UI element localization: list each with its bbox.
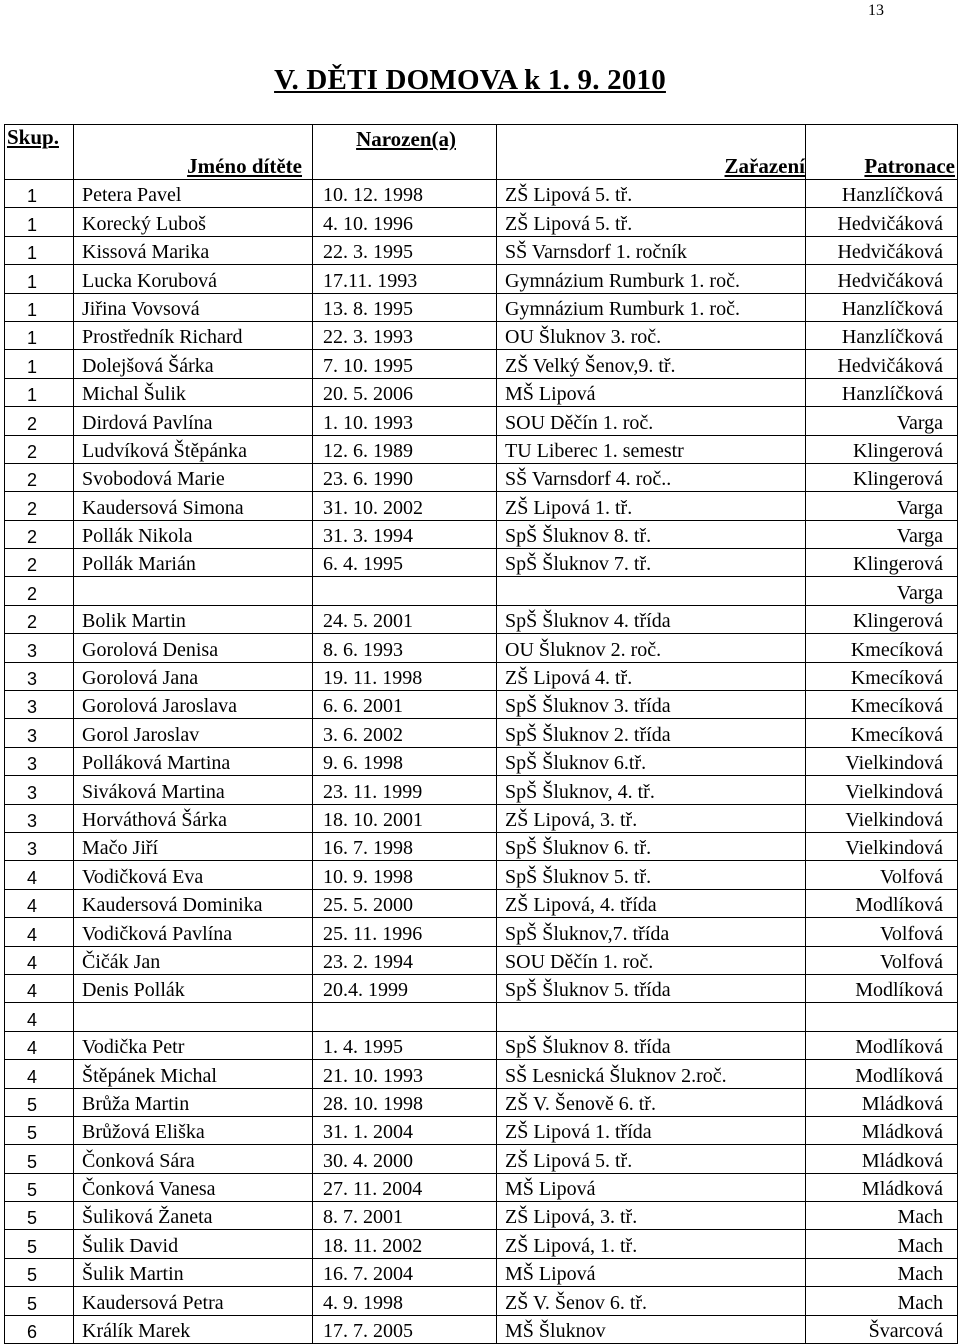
cell-group: 2 [5,577,74,605]
header-patron: Patronace [806,125,958,180]
cell-born: 22. 3. 1995 [313,236,497,264]
cell-placement: ZŠ Lipová 5. tř. [497,1145,806,1173]
cell-placement [497,577,806,605]
cell-placement [497,1003,806,1031]
cell-placement: ZŠ Lipová, 4. třída [497,889,806,917]
cell-group: 1 [5,265,74,293]
cell-group: 5 [5,1287,74,1315]
cell-patron: Mach [806,1287,958,1315]
cell-patron: Vielkindová [806,804,958,832]
cell-name: Svobodová Marie [74,463,313,491]
cell-patron: Hanzlíčková [806,180,958,208]
cell-name: Šulik David [74,1230,313,1258]
cell-born [313,577,497,605]
table-row [5,520,958,548]
cell-born: 12. 6. 1989 [313,435,497,463]
cell-name: Čonková Vanesa [74,1173,313,1201]
cell-born: 4. 9. 1998 [313,1287,497,1315]
table-row [5,378,958,406]
table-row [5,1287,958,1315]
cell-group: 1 [5,208,74,236]
page-title [0,64,940,97]
cell-patron: Klingerová [806,549,958,577]
cell-patron: Kmecíková [806,662,958,690]
cell-born: 27. 11. 2004 [313,1173,497,1201]
cell-group: 5 [5,1202,74,1230]
cell-patron: Modlíková [806,1060,958,1088]
cell-group: 2 [5,435,74,463]
cell-name: Gorolová Denisa [74,634,313,662]
cell-placement: SpŠ Šluknov 2. třída [497,719,806,747]
cell-group: 5 [5,1173,74,1201]
cell-name: Horváthová Šárka [74,804,313,832]
cell-patron: Mach [806,1202,958,1230]
cell-placement: SŠ Varnsdorf 1. ročník [497,236,806,264]
cell-name: Šulik Martin [74,1258,313,1286]
cell-born: 16. 7. 1998 [313,832,497,860]
table-row [5,1202,958,1230]
cell-name: Kaudersová Dominika [74,889,313,917]
cell-born: 9. 6. 1998 [313,747,497,775]
cell-group: 3 [5,691,74,719]
table-row [5,180,958,208]
cell-placement: SpŠ Šluknov 5. tř. [497,861,806,889]
cell-name: Kissová Marika [74,236,313,264]
cell-group: 2 [5,463,74,491]
table-row [5,321,958,349]
cell-patron: Klingerová [806,463,958,491]
cell-placement: MŠ Lipová [497,1173,806,1201]
cell-placement: ZŠ Lipová, 3. tř. [497,1202,806,1230]
cell-placement: ZŠ Lipová 5. tř. [497,208,806,236]
cell-patron [806,1003,958,1031]
cell-name: Vodičková Pavlína [74,918,313,946]
cell-born: 17. 7. 2005 [313,1315,497,1343]
cell-born: 13. 8. 1995 [313,293,497,321]
cell-patron: Volfová [806,861,958,889]
cell-name: Gorol Jaroslav [74,719,313,747]
cell-name: Čičák Jan [74,946,313,974]
cell-patron: Varga [806,492,958,520]
cell-name: Čonková Sára [74,1145,313,1173]
cell-placement: TU Liberec 1. semestr [497,435,806,463]
table-row [5,832,958,860]
cell-patron: Mach [806,1230,958,1258]
cell-group: 1 [5,180,74,208]
cell-name [74,1003,313,1031]
cell-placement: ZŠ Lipová 1. třída [497,1116,806,1144]
cell-name: Polláková Martina [74,747,313,775]
cell-patron: Hanzlíčková [806,321,958,349]
cell-placement: MŠ Šluknov [497,1315,806,1343]
cell-group: 4 [5,1031,74,1059]
cell-group: 1 [5,321,74,349]
cell-born: 10. 12. 1998 [313,180,497,208]
cell-group: 3 [5,634,74,662]
cell-group: 3 [5,662,74,690]
cell-group: 5 [5,1116,74,1144]
cell-group: 1 [5,293,74,321]
cell-group: 5 [5,1230,74,1258]
table-row [5,804,958,832]
cell-patron: Mach [806,1258,958,1286]
table-row [5,1031,958,1059]
cell-born: 28. 10. 1998 [313,1088,497,1116]
cell-name: Gorolová Jana [74,662,313,690]
cell-group: 2 [5,605,74,633]
cell-born: 23. 11. 1999 [313,776,497,804]
cell-patron: Varga [806,520,958,548]
cell-placement: SpŠ Šluknov 6.tř. [497,747,806,775]
cell-name [74,577,313,605]
cell-name: Králík Marek [74,1315,313,1343]
header-group: Skup. [5,125,74,180]
table-row [5,407,958,435]
header-placement: Zařazení [497,125,806,180]
cell-patron: Klingerová [806,605,958,633]
cell-name: Pollák Nikola [74,520,313,548]
cell-name: Mačo Jiří [74,832,313,860]
cell-patron: Volfová [806,946,958,974]
cell-name: Ludvíková Štěpánka [74,435,313,463]
table-row [5,1258,958,1286]
table-row [5,1315,958,1343]
table-row [5,634,958,662]
cell-born: 20.4. 1999 [313,974,497,1002]
cell-group: 4 [5,889,74,917]
cell-group: 2 [5,549,74,577]
table-row [5,463,958,491]
cell-placement: ZŠ Velký Šenov,9. tř. [497,350,806,378]
cell-group: 4 [5,861,74,889]
table-row [5,1145,958,1173]
cell-born: 20. 5. 2006 [313,378,497,406]
cell-patron: Klingerová [806,435,958,463]
cell-patron: Mládková [806,1145,958,1173]
cell-born: 30. 4. 2000 [313,1145,497,1173]
table-row [5,293,958,321]
cell-placement: ZŠ V. Šenově 6. tř. [497,1088,806,1116]
cell-placement: MŠ Lipová [497,378,806,406]
cell-patron: Hedvičáková [806,350,958,378]
cell-born: 6. 6. 2001 [313,691,497,719]
cell-born: 3. 6. 2002 [313,719,497,747]
cell-name: Štěpánek Michal [74,1060,313,1088]
cell-patron: Hanzlíčková [806,293,958,321]
table-row [5,549,958,577]
cell-patron: Hedvičáková [806,208,958,236]
cell-name: Vodička Petr [74,1031,313,1059]
table-row [5,1003,958,1031]
table-row [5,776,958,804]
cell-patron: Vielkindová [806,747,958,775]
cell-born: 8. 6. 1993 [313,634,497,662]
cell-group: 2 [5,407,74,435]
cell-born: 22. 3. 1993 [313,321,497,349]
cell-group: 1 [5,236,74,264]
cell-placement: SOU Děčín 1. roč. [497,946,806,974]
cell-group: 3 [5,804,74,832]
cell-born: 16. 7. 2004 [313,1258,497,1286]
cell-placement: Gymnázium Rumburk 1. roč. [497,293,806,321]
cell-born: 17.11. 1993 [313,265,497,293]
cell-placement: SpŠ Šluknov 7. tř. [497,549,806,577]
cell-born: 7. 10. 1995 [313,350,497,378]
cell-patron: Kmecíková [806,691,958,719]
cell-group: 5 [5,1258,74,1286]
table-row [5,1116,958,1144]
table-row [5,350,958,378]
table-row [5,1060,958,1088]
cell-placement: ZŠ Lipová 4. tř. [497,662,806,690]
cell-born: 18. 10. 2001 [313,804,497,832]
cell-name: Pollák Marián [74,549,313,577]
cell-placement: MŠ Lipová [497,1258,806,1286]
cell-placement: SpŠ Šluknov, 4. tř. [497,776,806,804]
cell-patron: Mládková [806,1088,958,1116]
cell-born: 31. 10. 2002 [313,492,497,520]
cell-group: 3 [5,832,74,860]
cell-born: 25. 11. 1996 [313,918,497,946]
cell-group: 4 [5,1060,74,1088]
cell-born: 6. 4. 1995 [313,549,497,577]
cell-patron: Varga [806,407,958,435]
cell-group: 5 [5,1088,74,1116]
cell-group: 1 [5,378,74,406]
table-row [5,918,958,946]
page-title-text: V. DĚTI DOMOVA k 1. 9. 2010 [274,64,666,96]
cell-name: Dolejšová Šárka [74,350,313,378]
cell-name: Lucka Korubová [74,265,313,293]
cell-patron: Volfová [806,918,958,946]
table-row [5,889,958,917]
cell-born: 10. 9. 1998 [313,861,497,889]
cell-born [313,1003,497,1031]
table-row [5,974,958,1002]
table-row [5,236,958,264]
cell-patron: Kmecíková [806,634,958,662]
cell-patron: Kmecíková [806,719,958,747]
cell-placement: SpŠ Šluknov 5. třída [497,974,806,1002]
table-row [5,1230,958,1258]
table-row [5,1088,958,1116]
table-row [5,605,958,633]
table-row [5,719,958,747]
cell-placement: SŠ Lesnická Šluknov 2.roč. [497,1060,806,1088]
table-header-row [5,125,958,180]
cell-name: Bolik Martin [74,605,313,633]
cell-born: 31. 3. 1994 [313,520,497,548]
cell-group: 2 [5,520,74,548]
cell-patron: Vielkindová [806,776,958,804]
cell-placement: SpŠ Šluknov,7. třída [497,918,806,946]
cell-name: Brůžová Eliška [74,1116,313,1144]
cell-group: 3 [5,719,74,747]
header-born: Narozen(a) [313,125,497,180]
cell-born: 31. 1. 2004 [313,1116,497,1144]
cell-group: 2 [5,492,74,520]
cell-born: 24. 5. 2001 [313,605,497,633]
children-table [4,124,958,1344]
cell-placement: SpŠ Šluknov 6. tř. [497,832,806,860]
cell-name: Petera Pavel [74,180,313,208]
cell-placement: ZŠ V. Šenov 6. tř. [497,1287,806,1315]
cell-name: Denis Pollák [74,974,313,1002]
cell-name: Gorolová Jaroslava [74,691,313,719]
cell-born: 4. 10. 1996 [313,208,497,236]
cell-name: Vodičková Eva [74,861,313,889]
table-row [5,662,958,690]
table-row [5,1173,958,1201]
table-row [5,435,958,463]
header-name: Jméno dítěte [74,125,313,180]
cell-patron: Mládková [806,1116,958,1144]
cell-patron: Hedvičáková [806,265,958,293]
table-row [5,691,958,719]
table-row [5,265,958,293]
cell-patron: Vielkindová [806,832,958,860]
cell-placement: SŠ Varnsdorf 4. roč.. [497,463,806,491]
cell-born: 23. 6. 1990 [313,463,497,491]
cell-name: Kaudersová Petra [74,1287,313,1315]
cell-name: Prostředník Richard [74,321,313,349]
cell-born: 18. 11. 2002 [313,1230,497,1258]
cell-patron: Modlíková [806,889,958,917]
table-row [5,492,958,520]
cell-placement: OU Šluknov 2. roč. [497,634,806,662]
cell-name: Šuliková Žaneta [74,1202,313,1230]
cell-born: 1. 4. 1995 [313,1031,497,1059]
cell-group: 4 [5,918,74,946]
cell-born: 21. 10. 1993 [313,1060,497,1088]
cell-placement: SpŠ Šluknov 3. třída [497,691,806,719]
cell-patron: Hanzlíčková [806,378,958,406]
cell-placement: SOU Děčín 1. roč. [497,407,806,435]
cell-name: Dirdová Pavlína [74,407,313,435]
cell-group: 4 [5,1003,74,1031]
cell-placement: ZŠ Lipová 1. tř. [497,492,806,520]
cell-name: Korecký Luboš [74,208,313,236]
cell-placement: ZŠ Lipová 5. tř. [497,180,806,208]
cell-placement: SpŠ Šluknov 8. třída [497,1031,806,1059]
cell-born: 19. 11. 1998 [313,662,497,690]
cell-born: 25. 5. 2000 [313,889,497,917]
cell-group: 3 [5,747,74,775]
table-row [5,946,958,974]
cell-born: 8. 7. 2001 [313,1202,497,1230]
cell-patron: Modlíková [806,1031,958,1059]
cell-group: 1 [5,350,74,378]
cell-name: Kaudersová Simona [74,492,313,520]
cell-patron: Varga [806,577,958,605]
cell-born: 1. 10. 1993 [313,407,497,435]
cell-placement: ZŠ Lipová, 3. tř. [497,804,806,832]
cell-group: 3 [5,776,74,804]
cell-group: 4 [5,974,74,1002]
cell-placement: SpŠ Šluknov 4. třída [497,605,806,633]
cell-born: 23. 2. 1994 [313,946,497,974]
cell-placement: SpŠ Šluknov 8. tř. [497,520,806,548]
cell-name: Siváková Martina [74,776,313,804]
table-row [5,577,958,605]
table-row [5,747,958,775]
cell-patron: Švarcová [806,1315,958,1343]
cell-patron: Hedvičáková [806,236,958,264]
cell-group: 6 [5,1315,74,1343]
cell-name: Brůža Martin [74,1088,313,1116]
page-number: 13 [868,2,884,19]
cell-group: 4 [5,946,74,974]
cell-placement: ZŠ Lipová, 1. tř. [497,1230,806,1258]
table-row [5,208,958,236]
cell-placement: OU Šluknov 3. roč. [497,321,806,349]
table-row [5,861,958,889]
cell-group: 5 [5,1145,74,1173]
cell-name: Michal Šulik [74,378,313,406]
cell-patron: Modlíková [806,974,958,1002]
cell-patron: Mládková [806,1173,958,1201]
cell-placement: Gymnázium Rumburk 1. roč. [497,265,806,293]
cell-name: Jiřina Vovsová [74,293,313,321]
